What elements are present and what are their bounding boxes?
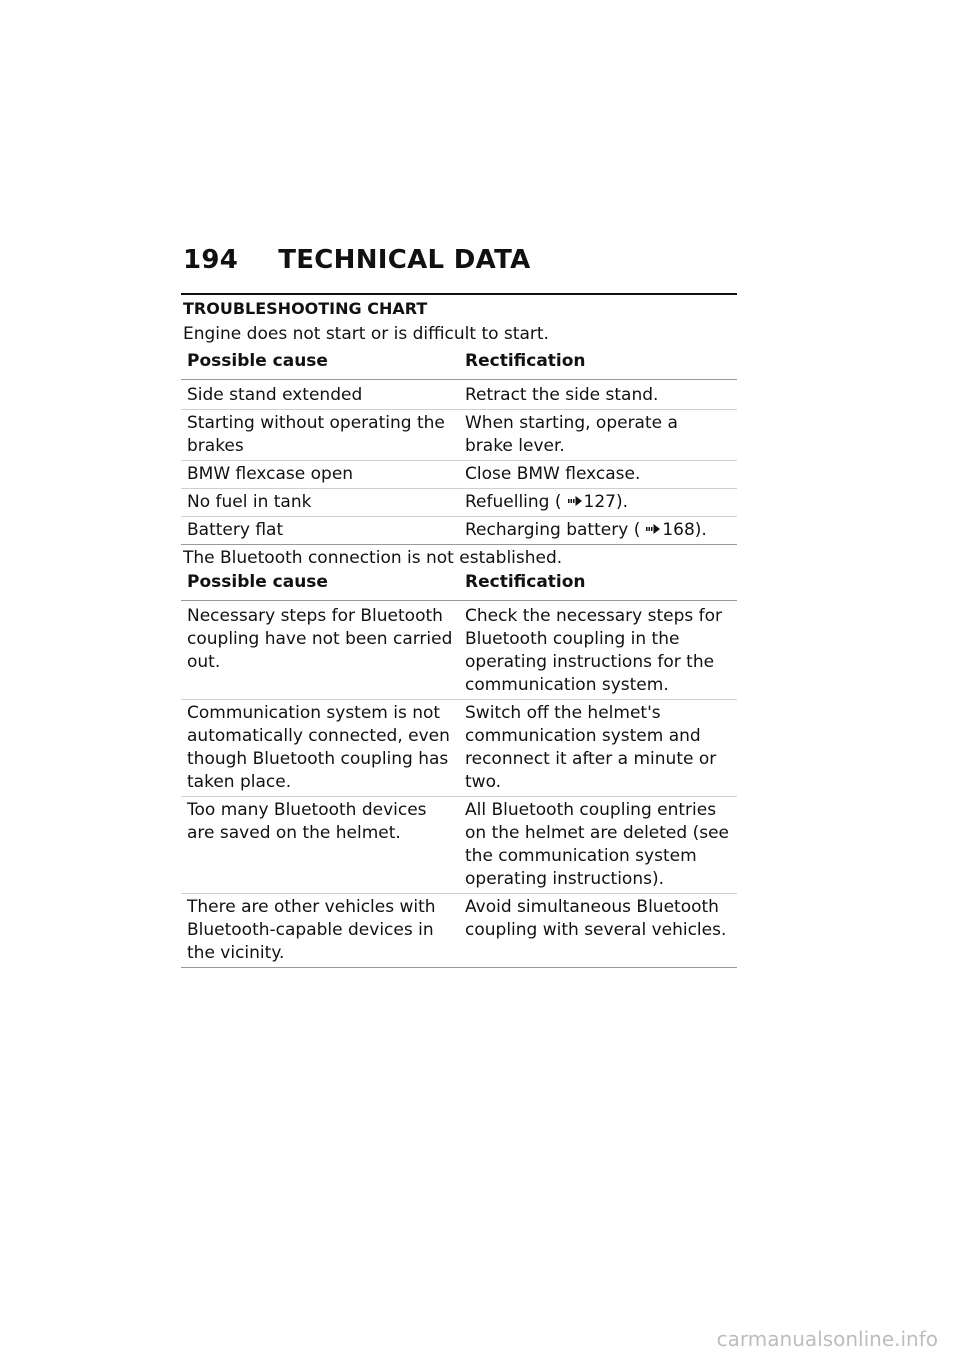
troubleshooting-table-bluetooth — [181, 571, 737, 968]
page-ref-open: ( — [633, 520, 641, 540]
cell-rectification: Check the necessary steps for Bluetooth coupling in the operating instructions for the communication system. — [459, 601, 737, 700]
chapter-title: TECHNICAL DATA — [278, 245, 531, 275]
page-number: 194 — [183, 245, 239, 275]
page-ref-close: ). — [694, 520, 707, 540]
table-row — [181, 894, 737, 968]
table-row — [181, 380, 737, 410]
cell-cause: There are other vehicles with Bluetooth-capable devices in the vicinity. — [181, 894, 459, 968]
cell-rectification: All Bluetooth coupling entries on the helmet are deleted (see the communication system operating instructions). — [459, 797, 737, 894]
cell-rectification — [459, 517, 737, 545]
page-header — [183, 244, 531, 276]
header-rule — [181, 293, 737, 295]
cell-cause: Side stand extended — [181, 380, 459, 410]
table-row — [181, 489, 737, 517]
cell-rectification: Avoid simultaneous Bluetooth coupling with several vehicles. — [459, 894, 737, 968]
column-header-cause: Possible cause — [181, 350, 459, 380]
troubleshooting-table-engine — [181, 350, 737, 545]
cell-rectification: When starting, operate a brake lever. — [459, 410, 737, 461]
table-row — [181, 797, 737, 894]
page-reference-arrow-icon — [646, 524, 660, 534]
page-ref-link[interactable] — [634, 520, 707, 540]
cell-cause: BMW flexcase open — [181, 461, 459, 489]
table-row — [181, 461, 737, 489]
table-header-row — [181, 350, 737, 380]
table-row — [181, 517, 737, 545]
cell-rectification: Close BMW flexcase. — [459, 461, 737, 489]
group-intro-bluetooth: The Bluetooth connection is not established. — [183, 548, 563, 568]
table-header-row — [181, 571, 737, 601]
cell-cause: Too many Bluetooth devices are saved on the helmet. — [181, 797, 459, 894]
cell-rectification: Retract the side stand. — [459, 380, 737, 410]
rectification-text: Recharging battery — [465, 520, 629, 540]
rectification-text: Refuelling — [465, 492, 550, 512]
group-intro-engine: Engine does not start or is difficult to start. — [183, 324, 549, 344]
cell-rectification: Switch off the helmet's communication system and reconnect it after a minute or two. — [459, 700, 737, 797]
column-header-rectification: Rectification — [459, 571, 737, 601]
section-title: TROUBLESHOOTING CHART — [183, 299, 428, 318]
watermark: carmanualsonline.info — [716, 1327, 938, 1351]
table-row — [181, 601, 737, 700]
page-reference-arrow-icon — [568, 496, 582, 506]
column-header-cause: Possible cause — [181, 571, 459, 601]
cell-cause: Starting without operating the brakes — [181, 410, 459, 461]
page-ref-number: 127 — [583, 492, 616, 512]
cell-cause: No fuel in tank — [181, 489, 459, 517]
table-row — [181, 410, 737, 461]
page-ref-close: ). — [615, 492, 629, 512]
column-header-rectification: Rectification — [459, 350, 737, 380]
cell-cause: Necessary steps for Bluetooth coupling have not been carried out. — [181, 601, 459, 700]
cell-cause: Communication system is not automatically connected, even though Bluetooth coupling has taken place. — [181, 700, 459, 797]
cell-cause: Battery flat — [181, 517, 459, 545]
page-ref-link[interactable] — [555, 492, 628, 512]
cell-rectification — [459, 489, 737, 517]
table-row — [181, 700, 737, 797]
page-ref-number: 168 — [662, 520, 695, 540]
page-ref-open: ( — [554, 492, 562, 512]
